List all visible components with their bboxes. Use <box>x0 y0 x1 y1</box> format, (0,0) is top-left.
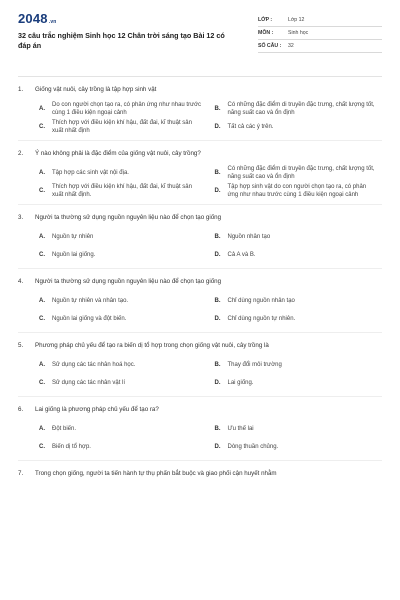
option-text: Tập hợp sinh vật do con người chọn tạo ra, có phản ứng như nhau trước cùng 1 điều kiện ngoại cảnh <box>227 183 367 198</box>
answer-options <box>18 100 382 136</box>
option-text: Chỉ dùng nguồn nhân tạo <box>227 297 295 304</box>
answer-option[interactable] <box>39 228 207 246</box>
answer-option[interactable] <box>39 420 207 438</box>
question-number: 4. <box>18 278 24 285</box>
question-item <box>18 469 382 478</box>
meta-value: 32 <box>288 43 294 49</box>
question-stem <box>18 469 382 478</box>
answer-option[interactable] <box>39 438 207 456</box>
question-stem <box>18 277 382 286</box>
question-text: Lai giống là phương pháp chủ yếu để tạo ra? <box>35 406 159 413</box>
question-divider <box>18 332 382 333</box>
meta-row-count <box>258 40 382 53</box>
question-item <box>18 85 382 141</box>
option-letter: C. <box>39 187 45 194</box>
option-letter: B. <box>214 297 221 304</box>
answer-options <box>18 228 382 264</box>
option-text: Tập hợp các sinh vật nội địa. <box>52 169 129 176</box>
question-number: 7. <box>18 470 24 477</box>
meta-label: SỐ CÂU : <box>258 43 282 49</box>
option-text: Nguồn lai giống. <box>52 251 96 258</box>
question-divider <box>18 140 382 141</box>
question-number: 1. <box>18 86 24 93</box>
answer-option[interactable] <box>39 374 207 392</box>
option-letter: A. <box>39 361 45 368</box>
question-list <box>18 85 382 478</box>
option-letter: C. <box>39 379 45 386</box>
option-text: Có những đặc điểm di truyền đặc trưng, chất lượng tốt, năng suất cao và ổn định <box>227 101 375 116</box>
question-item <box>18 149 382 205</box>
question-text: Trong chọn giống, người ta tiến hành tự thụ phấn bắt buộc và giao phối cận huyết nhằm <box>35 470 277 477</box>
question-stem <box>18 405 382 414</box>
option-text: Biến dị tổ hợp. <box>52 443 91 450</box>
question-number: 3. <box>18 214 24 221</box>
meta-label: MÔN : <box>258 30 274 36</box>
question-divider <box>18 204 382 205</box>
option-letter: A. <box>39 105 45 112</box>
site-logo[interactable] <box>18 11 57 26</box>
option-text: Có những đặc điểm di truyền đặc trưng, chất lượng tốt, năng suất cao và ổn định <box>227 165 375 180</box>
answer-option[interactable] <box>215 100 383 118</box>
question-text: Người ta thường sử dụng nguồn nguyên liệu nào để chọn tạo giống <box>35 214 222 221</box>
option-letter: A. <box>39 169 45 176</box>
option-text: Tất cả các ý trên. <box>227 123 274 130</box>
answer-option[interactable] <box>39 310 207 328</box>
question-text: Ý nào không phải là đặc điểm của giống vật nuôi, cây trồng? <box>35 150 201 157</box>
option-text: Sử dụng các tác nhân hoá học. <box>52 361 136 368</box>
option-letter: C. <box>39 251 45 258</box>
question-stem <box>18 149 382 158</box>
answer-option[interactable] <box>215 228 383 246</box>
header-divider <box>18 76 382 77</box>
meta-label: LỚP : <box>258 17 273 23</box>
answer-option[interactable] <box>215 356 383 374</box>
option-text: Do con người chọn tạo ra, có phản ứng như nhau trước cùng 1 điều kiện ngoại cảnh <box>52 101 202 116</box>
question-text: Người ta thường sử dụng nguồn nguyên liệu nào để chọn tạo giống <box>35 278 222 285</box>
answer-options <box>18 164 382 200</box>
option-letter: C. <box>39 443 45 450</box>
option-letter: C. <box>39 123 45 130</box>
answer-option[interactable] <box>215 438 383 456</box>
question-number: 5. <box>18 342 24 349</box>
question-divider <box>18 396 382 397</box>
option-letter: D. <box>214 443 221 450</box>
meta-row-class <box>258 14 382 27</box>
option-text: Ưu thế lai <box>227 425 254 432</box>
answer-options <box>18 356 382 392</box>
question-item <box>18 341 382 397</box>
answer-option[interactable] <box>215 292 383 310</box>
option-text: Nguồn nhân tạo <box>227 233 271 240</box>
option-text: Thích hợp với điều kiện khí hậu, đất đai, kĩ thuật sản xuất nhất định. <box>52 183 192 198</box>
option-text: Nguồn tự nhiên <box>52 233 94 240</box>
meta-row-subject <box>258 27 382 40</box>
question-stem <box>18 341 382 350</box>
answer-option[interactable] <box>215 246 383 264</box>
option-letter: A. <box>39 233 45 240</box>
option-letter: D. <box>214 379 221 386</box>
answer-option[interactable] <box>215 374 383 392</box>
answer-option[interactable] <box>39 100 207 118</box>
answer-option[interactable] <box>39 292 207 310</box>
option-letter: D. <box>214 187 221 194</box>
option-text: Thay đổi môi trường <box>227 361 282 368</box>
option-letter: B. <box>214 233 221 240</box>
question-text: Phương pháp chủ yếu để tạo ra biến dị tổ hợp trong chọn giống vật nuôi, cây trồng là <box>35 342 269 349</box>
question-item <box>18 213 382 269</box>
question-stem <box>18 85 382 94</box>
option-text: Chỉ dùng nguồn tự nhiên. <box>227 315 296 322</box>
meta-value: Lớp 12 <box>288 17 305 23</box>
answer-option[interactable] <box>215 118 383 136</box>
logo-text: 2048 <box>18 11 48 26</box>
question-number: 2. <box>18 150 24 157</box>
option-letter: B. <box>214 169 221 176</box>
option-text: Thích hợp với điều kiện khí hậu, đất đai, kĩ thuật sản xuất nhất định <box>52 119 192 134</box>
option-letter: A. <box>39 297 45 304</box>
option-letter: D. <box>214 251 221 258</box>
option-text: Lai giống. <box>227 379 254 386</box>
page-title: 32 câu trắc nghiệm Sinh học 12 Chân trời sáng tạo Bài 12 có đáp án <box>18 31 225 50</box>
question-item <box>18 405 382 461</box>
answer-option[interactable] <box>215 164 383 182</box>
question-number: 6. <box>18 406 24 413</box>
question-item <box>18 277 382 333</box>
answer-options <box>18 292 382 328</box>
option-text: Nguồn lai giống và đột biến. <box>52 315 127 322</box>
answer-option[interactable] <box>215 420 383 438</box>
option-text: Dòng thuần chủng. <box>227 443 279 450</box>
option-letter: B. <box>214 361 221 368</box>
option-text: Nguồn tự nhiên và nhân tạo. <box>52 297 129 304</box>
option-letter: C. <box>39 315 45 322</box>
option-letter: A. <box>39 425 45 432</box>
answer-option[interactable] <box>215 310 383 328</box>
question-stem <box>18 213 382 222</box>
page-header <box>18 10 382 72</box>
answer-option[interactable] <box>39 182 207 200</box>
option-letter: B. <box>214 425 221 432</box>
option-text: Sử dụng các tác nhân vật lí <box>52 379 126 386</box>
question-divider <box>18 460 382 461</box>
option-text: Đột biến. <box>52 425 77 432</box>
answer-option[interactable] <box>215 182 383 200</box>
question-text: Giống vật nuôi, cây trồng là tập hợp sinh vật <box>35 86 157 93</box>
answer-option[interactable] <box>39 118 207 136</box>
brand-column <box>18 10 233 51</box>
answer-option[interactable] <box>39 164 207 182</box>
meta-value: Sinh học <box>288 30 309 36</box>
meta-table <box>258 14 382 53</box>
answer-option[interactable] <box>39 356 207 374</box>
option-letter: B. <box>214 105 221 112</box>
answer-option[interactable] <box>39 246 207 264</box>
option-text: Cả A và B. <box>227 251 256 258</box>
option-letter: D. <box>214 123 221 130</box>
option-letter: D. <box>214 315 221 322</box>
answer-options <box>18 420 382 456</box>
logo-tld: .vn <box>48 19 57 25</box>
question-divider <box>18 268 382 269</box>
